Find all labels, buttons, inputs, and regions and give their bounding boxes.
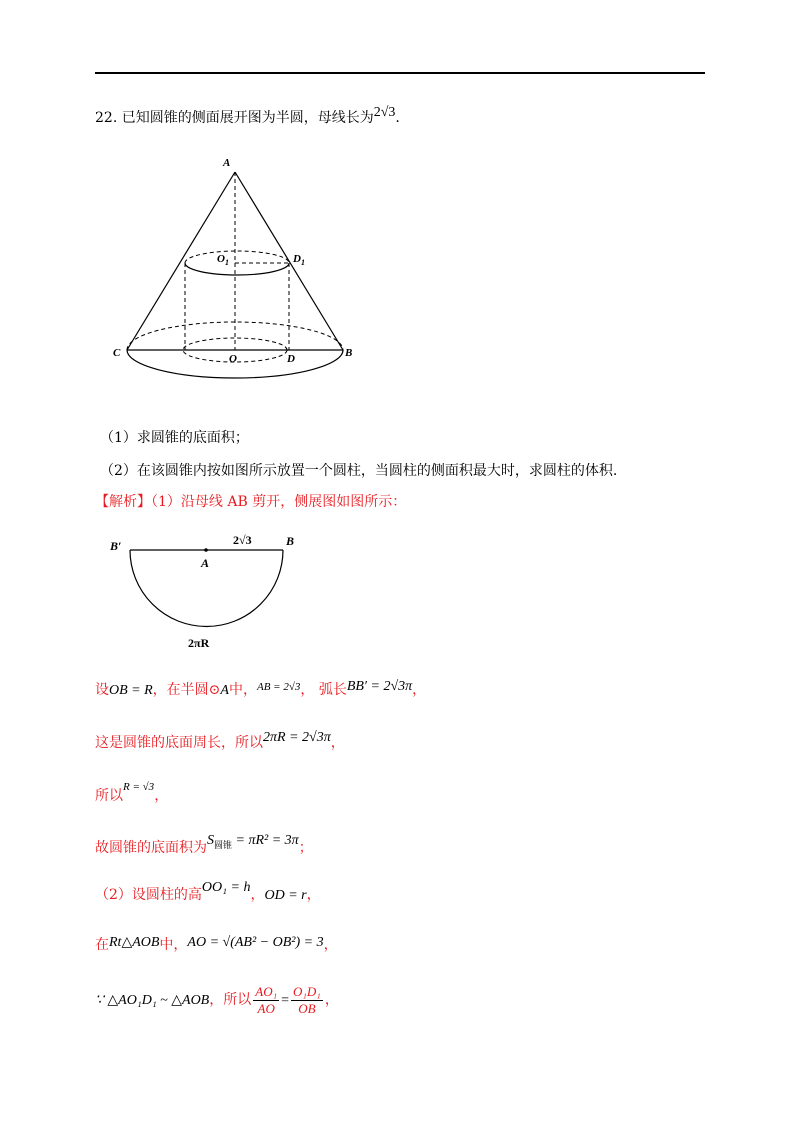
label-c: C [113,347,121,359]
solution-line-4: 故圆锥的底面积为$S_{圆锥} = \pi R^2 = 3\pi$； [95,833,313,856]
label-b2: B [286,534,295,548]
fraction-ao1-ao: $\frac{\text{AO₁}}{AO}$ [255,983,278,1016]
stem-end: . [395,110,400,126]
solution-line-7: ∵ △AO₁D₁ ~ △AOB，所以 $\frac{\text{AO₁}}{AO}$ = $\frac{\text{O₁D₁}}{OB}$ ， [95,983,339,1016]
math-oo1: OO₁ = h [201,880,251,895]
cylinder-top-front [185,263,289,275]
solution-tag: 【解析】 [95,494,151,510]
question-1: （1）求圆锥的底面积； [100,430,249,446]
label-arc: 2πR [188,636,210,650]
math-ao: AO = √(AB² − OB²) = 3 [187,935,324,950]
fraction-o1d1-ob: $\frac{\text{O₁D₁}}{OB}$ [293,983,321,1016]
generatrix-ab [235,172,343,350]
label-b-prime: B′ [110,539,122,553]
math-circumference: 2πR = 2√3π [263,730,331,745]
header-rule [95,72,705,74]
label-d1: $D_1$ [293,253,305,267]
cone-figure [105,150,365,390]
math-r-value: R = √3 [123,781,155,793]
solution-line-1: 设OB = R，在半圆⊙A中，$^{AB = 2√3}$， 弧长BB′ = 2√3π， [95,679,427,698]
solution-line-6: 在Rt△AOB中，AO = √(AB² − OB²) = 3， [95,935,338,953]
label-o: O [229,353,237,365]
cylinder-top-back [185,251,289,263]
problem-statement [95,105,400,129]
math-ob-r: OB = R [109,683,153,698]
semicircle-figure [100,525,320,655]
math-similar: ∵ △AO₁D₁ ~ △AOB [95,993,210,1008]
solution-line-3: 所以$^{R = √3}$， [95,781,169,804]
label-b: B [345,347,353,359]
solution-line-5: （2）设圆柱的高OO₁ = h，OD = r， [95,880,321,903]
math-rt-triangle: Rt△AOB [109,935,160,950]
solution-header [95,492,406,512]
center-point-a [204,548,208,552]
question-2: （2）在该圆锥内按如图所示放置一个圆柱，当圆柱的侧面积最大时，求圆柱的体积. [100,463,618,479]
label-d: D [287,353,295,365]
label-a2: A [201,556,210,570]
math-od: OD = r [264,888,307,903]
math-arc-length: BB′ = 2√3π [346,679,413,694]
stem-value: 2√3 [373,105,396,120]
solution-header-text: （1）沿母线 AB 剪开，侧展图如图所示： [151,494,407,510]
label-radius: 2√3 [233,533,252,547]
solution-line-2: 这是圆锥的底面周长，所以2πR = 2√3π， [95,730,345,751]
label-a: A [223,157,231,169]
math-ab: AB = 2√3 [256,681,301,693]
math-base-area: $S_{圆锥} = \pi R^2 = 3\pi$ [207,833,299,850]
label-o1: $O_1$ [217,253,229,267]
problem-stem: 已知圆锥的侧面展开图为半圆，母线长为 [121,110,374,126]
problem-number: 22. [95,110,118,126]
